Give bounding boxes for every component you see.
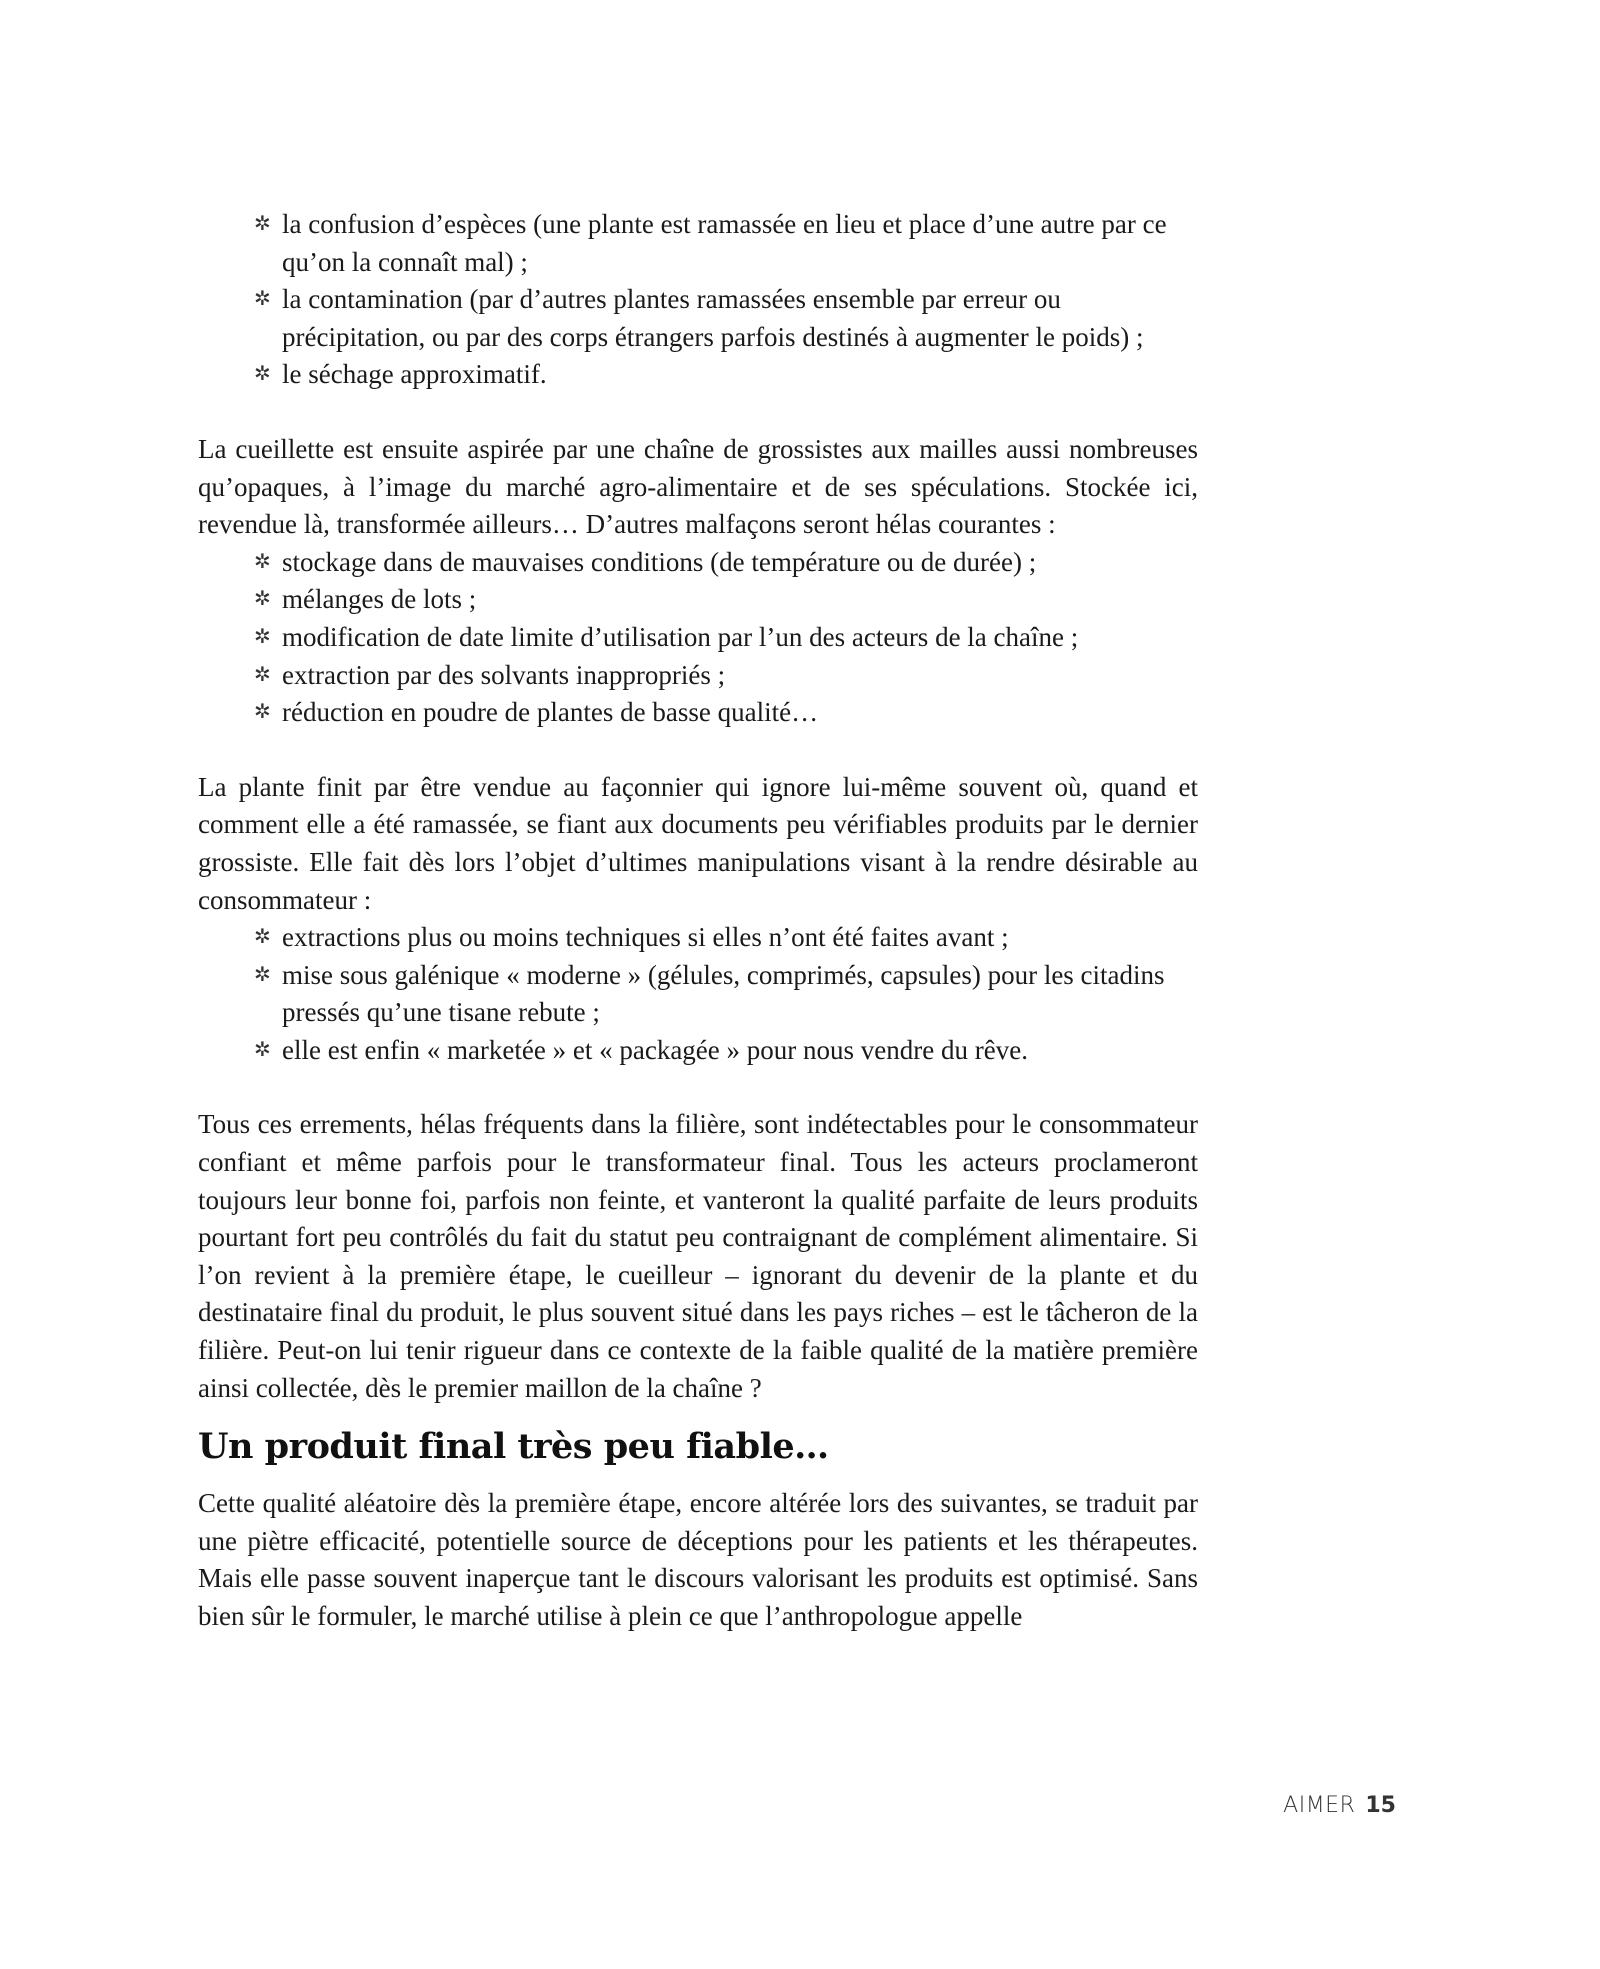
asterisk-bullet-icon: ✲ <box>254 701 271 724</box>
asterisk-bullet-icon: ✲ <box>254 1038 271 1061</box>
list-item: ✲ la confusion d’espèces (une plante est ramassée en lieu et place d’une autre par ce qu’on la connaît mal) ; <box>282 206 1198 281</box>
asterisk-bullet-icon: ✲ <box>254 625 271 648</box>
asterisk-bullet-icon: ✲ <box>254 663 271 686</box>
list-item: ✲ extractions plus ou moins techniques si elles n’ont été faites avant ; <box>282 919 1198 957</box>
page-footer <box>1283 1792 1396 1818</box>
bullet-list-malpractices <box>198 544 1198 732</box>
asterisk-bullet-icon: ✲ <box>254 363 271 386</box>
asterisk-bullet-icon: ✲ <box>254 588 271 611</box>
asterisk-bullet-icon: ✲ <box>254 213 271 235</box>
page-body <box>198 206 1198 1636</box>
bullet-list-quality-issues <box>198 206 1198 394</box>
list-item: ✲ stockage dans de mauvaises conditions (de température ou de durée) ; <box>282 544 1198 582</box>
list-item: ✲ mise sous galénique « moderne » (gélules, comprimés, capsules) pour les citadins pressés qu’une tisane rebute ; <box>282 957 1198 1032</box>
bullet-list-final-manipulations <box>198 919 1198 1069</box>
asterisk-bullet-icon: ✲ <box>254 288 271 311</box>
list-item: ✲ le séchage approximatif. <box>282 356 1198 394</box>
paragraph-quality: Cette qualité aléatoire dès la première étape, encore altérée lors des suivantes, se traduit par une piètre efficacité, potentielle source de déceptions pour les patients et les thérapeutes. Mais elle passe souvent inaperçue tant le discours valorisant les produits est optimisé. Sans bien sûr le formuler, le marché utilise à plein ce que l’anthropologue appelle <box>198 1488 1198 1631</box>
page-number: 15 <box>1365 1793 1396 1818</box>
paragraph-wholesalers: La cueillette est ensuite aspirée par une chaîne de grossistes aux mailles aussi nombreuses qu’opaques, à l’image du marché agro-alimentaire et de ses spéculations. Stockée ici, revendue là, transformée ailleurs… D’autres malfaçons seront hélas courantes : <box>198 433 1198 540</box>
asterisk-bullet-icon: ✲ <box>254 963 271 986</box>
paragraph-manufacturer: La plante finit par être vendue au façonnier qui ignore lui-même souvent où, quand et comment elle a été ramassée, se fiant aux documents peu vérifiables produits par le dernier grossiste. Elle fait dès lors l’objet d’ultimes manipulations visant à la rendre désirable au consommateur : <box>198 771 1198 915</box>
asterisk-bullet-icon: ✲ <box>254 550 271 573</box>
list-item: ✲ modification de date limite d’utilisation par l’un des acteurs de la chaîne ; <box>282 619 1198 657</box>
list-item: ✲ réduction en poudre de plantes de basse qualité… <box>282 694 1198 732</box>
list-item: ✲ mélanges de lots ; <box>282 581 1198 619</box>
section-heading: Un produit final très peu fiable… <box>198 1426 829 1468</box>
list-item: ✲ elle est enfin « marketée » et « packagée » pour nous vendre du rêve. <box>282 1032 1198 1070</box>
list-item: ✲ extraction par des solvants inappropriés ; <box>282 657 1198 695</box>
asterisk-bullet-icon: ✲ <box>254 926 271 949</box>
paragraph-errors: Tous ces errements, hélas fréquents dans la filière, sont indétectables pour le consommateur confiant et même parfois pour le transformateur final. Tous les acteurs proclameront toujours leur bonne foi, parfois non feinte, et vanteront la qualité parfaite de leurs produits pourtant fort peu contrôlés du fait du statut peu contraignant de complément alimentaire. Si l’on revient à la première étape, le cueilleur – ignorant du devenir de la plante et du destinataire final du produit, le plus souvent situé dans les pays riches – est le tâcheron de la filière. Peut-on lui tenir rigueur dans ce contexte de la faible qualité de la matière première ainsi collectée, dès le premier maillon de la chaîne ? <box>198 1109 1198 1403</box>
list-item: ✲ la contamination (par d’autres plantes ramassées ensemble par erreur ou précipitation, ou par des corps étrangers parfois destinés à augmenter le poids) ; <box>282 281 1198 356</box>
running-footer-section: AIMER <box>1283 1793 1356 1818</box>
